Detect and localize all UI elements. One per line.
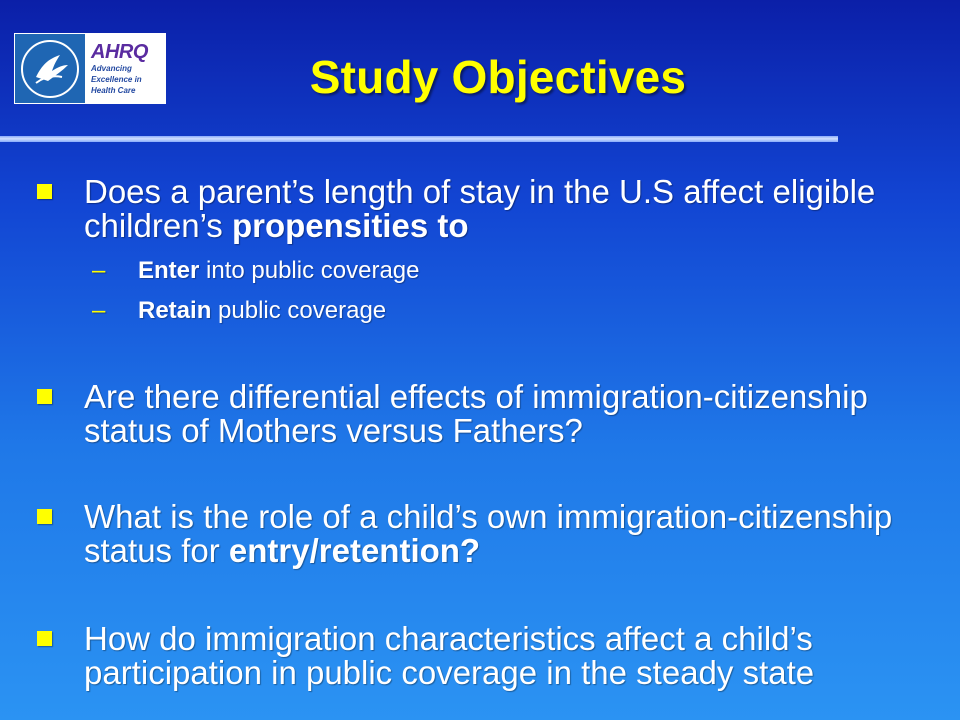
sub-item-retain-strong: Retain: [138, 297, 212, 324]
bullet-4: [36, 622, 931, 690]
square-bullet-icon: [37, 509, 52, 524]
bullet-1-subitems: [92, 251, 931, 331]
bullet-2-text: Are there differential effects of immigration-citizenship status of Mothers versus Fathers?: [84, 378, 868, 449]
ahrq-tagline-line-3: Health Care: [91, 86, 136, 95]
sub-item-enter-strong: Enter: [138, 257, 200, 284]
bullet-1-text: Does a parent’s length of stay in the U.S affect eligible children’s: [84, 173, 876, 244]
bullet-1: [36, 175, 931, 331]
square-bullet-icon: [37, 389, 52, 404]
ahrq-tagline-line-1: Advancing: [91, 64, 132, 73]
slide-title: Study Objectives: [309, 51, 687, 103]
bullet-3: [36, 500, 931, 568]
square-bullet-icon: [37, 631, 52, 646]
bullet-row-1: [36, 175, 931, 243]
sub-item-retain-rest: public coverage: [211, 297, 387, 324]
ahrq-tagline-line-2: Excellence in: [91, 75, 142, 84]
square-bullet-icon: [37, 184, 52, 199]
title-divider: [0, 136, 838, 142]
ahrq-mark: AHRQ: [91, 41, 148, 63]
bullet-row-2: [36, 380, 931, 448]
ahrq-logo-icon: [85, 34, 165, 103]
bullet-4-text: How do immigration characteristics affect a child’s participation in public coverage in the steady state: [84, 620, 815, 691]
bullet-3-emphasis: entry/retention?: [228, 532, 481, 569]
dash-bullet-icon: –: [92, 297, 106, 324]
hhs-eagle-icon: [15, 34, 85, 103]
bullet-1-emphasis: propensities to: [231, 207, 469, 244]
bullet-3-text: What is the role of a child’s own immigration-citizenship status for: [84, 498, 893, 569]
dash-bullet-icon: –: [92, 257, 106, 284]
bullet-2: [36, 380, 931, 448]
sub-item-enter-rest: into public coverage: [199, 257, 420, 284]
sub-item-retain: [92, 291, 931, 331]
bullet-row-4: [36, 622, 931, 690]
agency-logo: [14, 33, 166, 104]
bullet-row-3: [36, 500, 931, 568]
sub-item-enter: [92, 251, 931, 291]
